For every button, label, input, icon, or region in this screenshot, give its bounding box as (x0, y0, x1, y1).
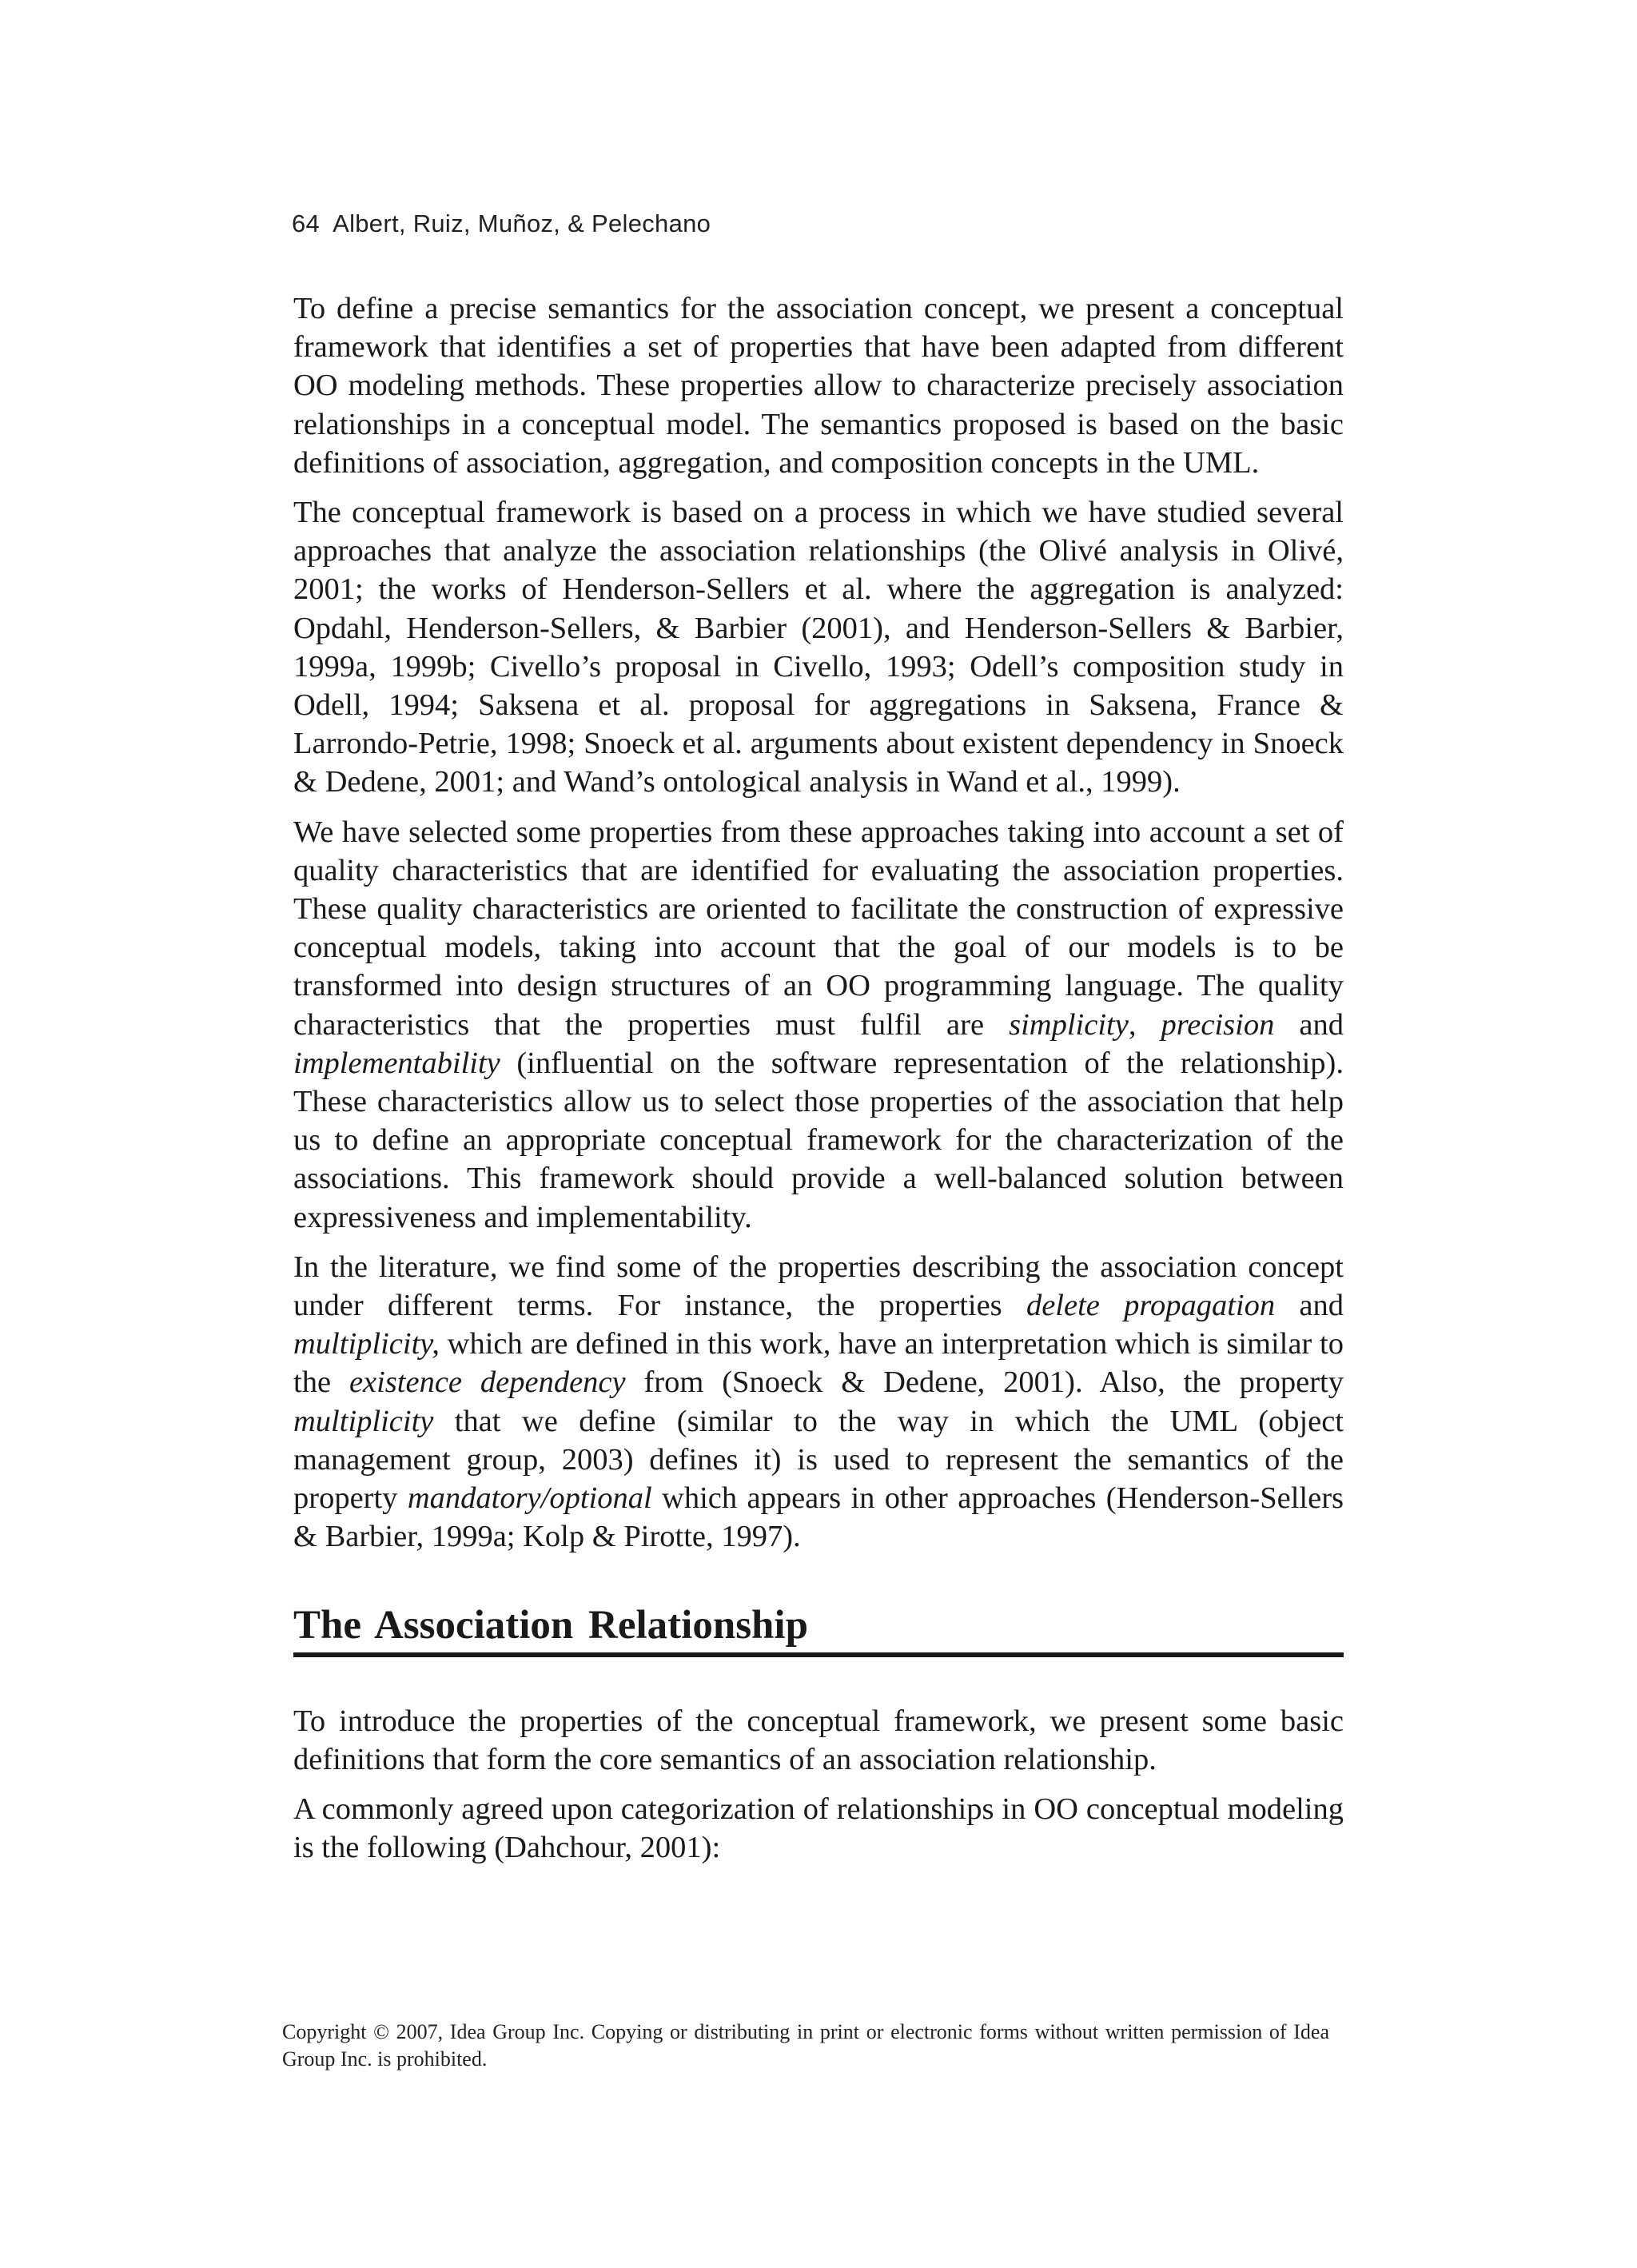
emphasis-simplicity: simplicity (1009, 1007, 1129, 1042)
author-names: Albert, Ruiz, Muñoz, & Pelechano (333, 209, 711, 237)
paragraph-4 (293, 1248, 1344, 1557)
paragraph-4-text: In the literature, we find some of the properties describing the association concept under different terms. For instance, the properties (293, 1250, 1344, 1323)
paragraph-6: A commonly agreed upon categorization of relationships in OO conceptual modeling is the following (Dahchour, 2001): (293, 1792, 1344, 1865)
paragraph-4-text: from (Snoeck & Dedene, 2001). Also, the property (625, 1365, 1344, 1400)
paragraph-4-text: and (1275, 1289, 1344, 1323)
page-number: 64 (292, 209, 321, 237)
paragraph-3-text: , (1128, 1007, 1161, 1042)
paragraph-4-text: which are defined in this work, have an interpretation which is similar to the (293, 1327, 1344, 1400)
emphasis-precision: precision (1161, 1007, 1275, 1042)
emphasis-existence-dependency: existence dependency (349, 1365, 626, 1400)
emphasis-mandatory-optional: mandatory/optional (407, 1481, 652, 1516)
body-text (293, 289, 1344, 1878)
emphasis-multiplicity: multiplicity, (293, 1327, 440, 1361)
emphasis-multiplicity: multiplicity (293, 1404, 434, 1438)
paragraph-1: To define a precise semantics for the association concept, we present a conceptual framework that identifies a set of properties that have been adapted from different OO modeling methods. These properties allow to characterize precisely association relationships in a conceptual model. The semantics proposed is based on the basic definitions of association, aggregation, and composition concepts in the UML. (293, 292, 1344, 480)
paragraph-5: To introduce the properties of the conceptual framework, we present some basic definitions that form the core semantics of an association relationship. (293, 1704, 1344, 1776)
paragraph-4-text: that we define (similar to the way in which the UML (object management group, 2003) defines it) is used to represent the semantics of the property (293, 1404, 1344, 1516)
running-head (292, 209, 711, 238)
paragraph-3-text: and (1274, 1007, 1344, 1042)
copyright-notice: Copyright © 2007, Idea Group Inc. Copying or distributing in print or electronic forms without written permission of Idea Group Inc. is prohibited. (282, 2020, 1329, 2071)
paragraph-3-text: (influential on the software representation of the relationship). These characteristics allow us to select those properties of the association that help us to define an appropriate conceptual framework for the characterization of the associations. This framework should provide a well-balanced solution between expressiveness and implementability. (293, 1046, 1344, 1234)
section-heading: The Association Relationship (293, 1601, 1344, 1657)
paragraph-3 (293, 813, 1344, 1237)
paragraph-4-text: which appears in other approaches (Henderson-Sellers & Barbier, 1999a; Kolp & Pirotte, 1997). (293, 1481, 1344, 1554)
paragraph-3-text: We have selected some properties from these approaches taking into account a set of quality characteristics that are identified for evaluating the association properties. These quality characteristics are oriented to facilitate the construction of expressive conceptual models, taking into account that the goal of our models is to be transformed into design structures of an OO programming language. The quality characteristics that the properties must fulfil are (293, 815, 1344, 1042)
paragraph-2: The conceptual framework is based on a process in which we have studied several approaches that analyze the association relationships (the Olivé analysis in Olivé, 2001; the works of Henderson-Sellers et al. where the aggregation is analyzed: Opdahl, Henderson-Sellers, & Barbier (2001), and Henderson-Sellers & Barbier, 1999a, 1999b; Civello’s proposal in Civello, 1993; Odell’s composition study in Odell, 1994; Saksena et al. proposal for aggregations in Saksena, France & Larrondo-Petrie, 1998; Snoeck et al. arguments about existent dependency in Snoeck & Dedene, 2001; and Wand’s ontological analysis in Wand et al., 1999). (293, 496, 1344, 799)
emphasis-delete-propagation: delete propagation (1026, 1289, 1276, 1323)
emphasis-implementability: implementability (293, 1046, 500, 1080)
